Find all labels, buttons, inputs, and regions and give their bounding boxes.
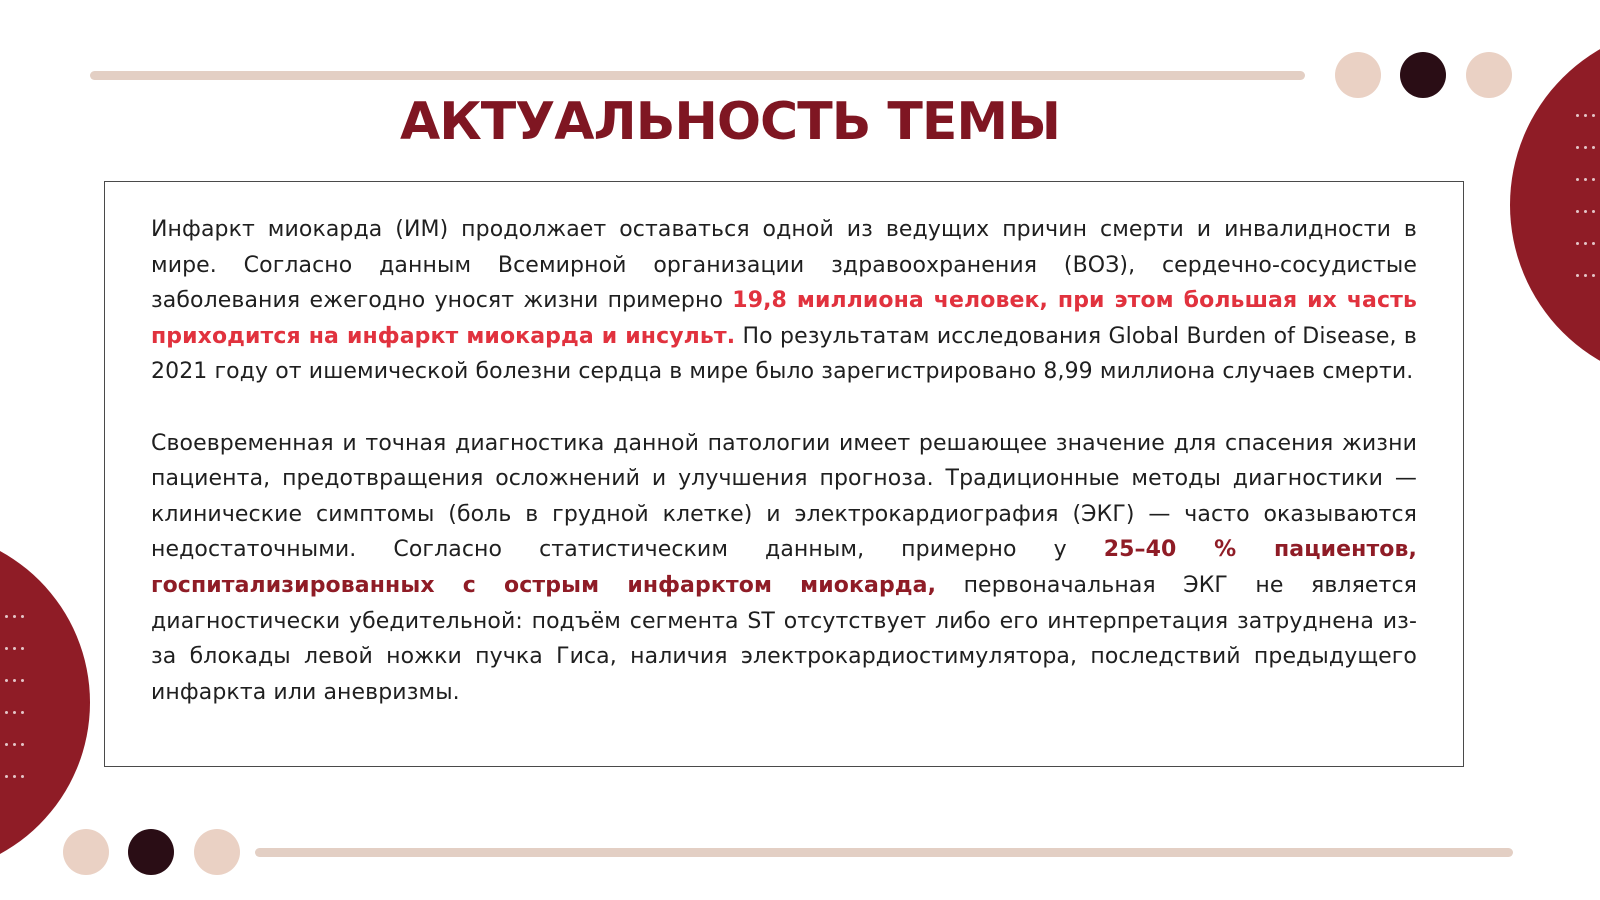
- pattern-dot: [5, 743, 8, 746]
- pattern-dot: [1592, 114, 1595, 117]
- content-box: [104, 181, 1464, 767]
- pattern-dot: [1592, 178, 1595, 181]
- decor-dot-light: [63, 829, 109, 875]
- paragraph-text: Своевременная и точная диагностика данной патологии имеет решающее значение для спасения жизни пациента, предотвращения осложнений и улучшения прогноза. Традиционные методы диагностики — клинические симптомы (боль в грудной клетке) и электрокардиография (ЭКГ) — часто оказываются недостаточными. Согласно статистическим данным, примерно у: [151, 430, 1417, 563]
- top-divider-line: [90, 71, 1305, 80]
- pattern-dot: [1584, 274, 1587, 277]
- pattern-dot: [13, 711, 16, 714]
- pattern-dot: [13, 647, 16, 650]
- pattern-dot: [5, 775, 8, 778]
- pattern-dot: [5, 679, 8, 682]
- pattern-dot: [1576, 274, 1579, 277]
- decor-circle-right: [1510, 25, 1600, 385]
- pattern-dot: [1592, 210, 1595, 213]
- slide-title: АКТУАЛЬНОСТЬ ТЕМЫ: [399, 92, 1061, 152]
- paragraph-text: первоначальная ЭКГ не является диагностически убедительной: подъём сегмента ST отсутствует либо его интерпретация затруднена из-за блокады левой ножки пучка Гиса, наличия электрокардиостимулятора, последствий предыдущего инфаркта или аневризмы.: [151, 572, 1417, 705]
- pattern-dot: [13, 775, 16, 778]
- pattern-dot: [21, 679, 24, 682]
- pattern-dot: [13, 615, 16, 618]
- pattern-dot: [1592, 242, 1595, 245]
- paragraph-diagnostics: [151, 426, 1417, 711]
- pattern-dot: [1576, 242, 1579, 245]
- pattern-dot: [13, 743, 16, 746]
- decor-dot-dark: [128, 829, 174, 875]
- pattern-dot: [5, 647, 8, 650]
- pattern-dot: [21, 775, 24, 778]
- pattern-dot: [1584, 242, 1587, 245]
- highlight-statistic: 19,8 миллиона человек, при этом большая их часть приходится на инфаркт миокарда и инсульт.: [151, 288, 1417, 349]
- decor-dot-light: [1466, 52, 1512, 98]
- pattern-dot: [1576, 146, 1579, 149]
- pattern-dot: [1584, 178, 1587, 181]
- pattern-dot: [13, 679, 16, 682]
- pattern-dot: [1576, 178, 1579, 181]
- paragraph-text: Инфаркт миокарда (ИМ) продолжает оставаться одной из ведущих причин смерти и инвалидности в мире. Согласно данным Всемирной организации здравоохранения (ВОЗ), сердечно-сосудистые заболевания ежегодно уносят жизни примерно: [151, 217, 1417, 314]
- decor-dot-light: [194, 829, 240, 875]
- paragraph-text: По результатам исследования Global Burden of Disease, в 2021 году от ишемической болезни сердца в мире было зарегистрировано 8,99 миллиона случаев смерти.: [151, 323, 1417, 385]
- pattern-dot: [1584, 210, 1587, 213]
- pattern-dot: [1576, 114, 1579, 117]
- pattern-dot: [5, 615, 8, 618]
- pattern-dot: [1592, 274, 1595, 277]
- pattern-dot: [1576, 210, 1579, 213]
- pattern-dot: [1592, 146, 1595, 149]
- pattern-dot: [5, 711, 8, 714]
- pattern-dot: [21, 743, 24, 746]
- paragraph-prevalence: [151, 212, 1417, 390]
- pattern-dot: [21, 615, 24, 618]
- decor-dot-pattern: [5, 615, 24, 778]
- pattern-dot: [21, 647, 24, 650]
- pattern-dot: [1584, 146, 1587, 149]
- decor-circle-left: [0, 530, 90, 875]
- decor-dot-pattern: [1576, 114, 1595, 277]
- pattern-dot: [1584, 114, 1587, 117]
- bottom-divider-line: [255, 848, 1513, 857]
- highlight-statistic: 25–40 % пациентов, госпитализированных с острым инфарктом миокарда,: [151, 537, 1417, 598]
- pattern-dot: [21, 711, 24, 714]
